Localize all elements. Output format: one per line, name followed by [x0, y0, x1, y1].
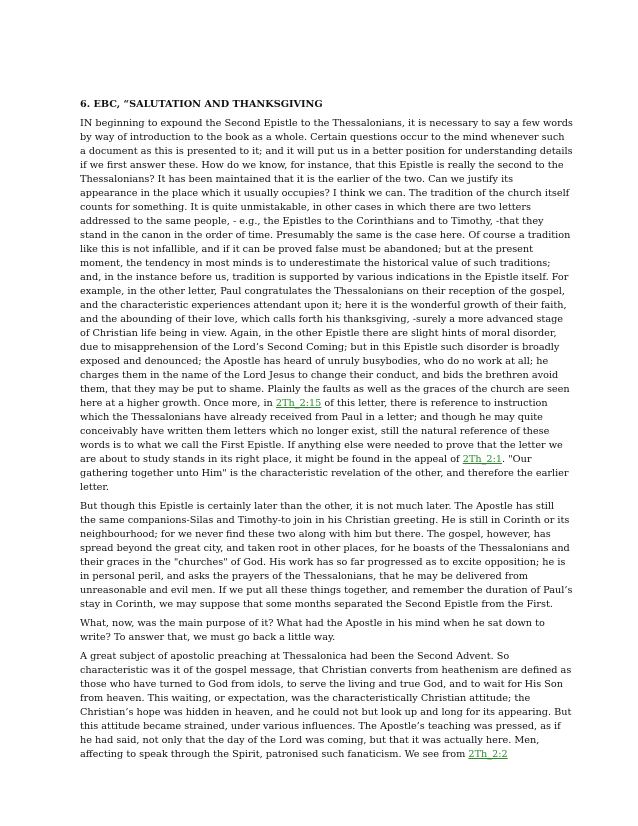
document-page	[80, 98, 573, 767]
body-paragraph	[80, 650, 573, 762]
scripture-reference-link[interactable]: 2Th_2:1	[462, 454, 503, 465]
paragraph-text: . "Our gathering together unto Him" is the characteristic revelation of the other, and therefore the earlier letter.	[80, 454, 569, 493]
scripture-reference-link[interactable]: 2Th_2:2	[468, 749, 508, 760]
paragraph-text: of this letter, there is reference to instruction which the Thessalonians have already received from Paul in a letter; and though he may quite conceivably have written them letters which no longer exist, still the natural reference of these words is to what we call the First Epistle. If anything else were needed to prove that the letter we are about to study stands in its right place, it might be found in the appeal of	[80, 398, 563, 465]
paragraph-text: But though this Epistle is certainly later than the other, it is not much later. The Apostle has still the same companions-Silas and Timothy-to join in his Christian greeting. He is still in Corinth or its neighbourhood; for we never find these two along with him but there. The gospel, however, has spread beyond the great city, and taken root in other places, for he boasts of the Thessalonians and their graces in the "churches" of God. His work has so far progressed as to excite opposition; he is in personal peril, and asks the prayers of the Thessalonians, that he may be delivered from unreasonable and evil men. If we put all these things together, and remember the duration of Paul’s stay in Corinth, we may suppose that some months separated the Second Epistle from the First.	[80, 501, 573, 610]
body-paragraph	[80, 117, 573, 495]
paragraph-text: IN beginning to expound the Second Epistle to the Thessalonians, it is necessary to say a few words by way of introduction to the book as a whole. Certain questions occur to the mind whenever such a document as this is presented to it; and it will put us in a better position for understanding details if we first answer these. How do we know, for instance, that this Epistle is really the second to the Thessalonians? It has been maintained that it is the earlier of the two. Can we justify its appearance in the place which it usually occupies? I think we can. The tradition of the church itself counts for something. It is quite unmistakable, in other cases in which there are two letters addressed to the same people, - e.g., the Epistles to the Corinthians and to Timothy, -that they stand in the canon in the order of time. Presumably the same is the case here. Of course a tradition like this is not infallible, and if it can be proved false must be abandoned; but at the present moment, the tendency in most minds is to underestimate the historical value of such traditions; and, in the instance before us, tradition is supported by various indications in the Epistle itself. For example, in the other letter, Paul congratulates the Thessalonians on their reception of the gospel, and the characteristic experiences attendant upon it; here it is the wonderful growth of their faith, and the abounding of their love, which calls forth his thanksgiving, -surely a more advanced stage of Christian life being in view. Again, in the other Epistle there are slight hints of moral disorder, due to misapprehension of the Lord’s Second Coming; but in this Epistle such disorder is broadly exposed and denounced; the Apostle has heard of unruly busybodies, who do no work at all; he charges them in the name of the Lord Jesus to change their conduct, and bids the brethren avoid them, that they may be put to shame. Plainly the faults as well as the graces of the church are seen here at a higher growth. Once more, in	[80, 118, 573, 409]
body-paragraph	[80, 617, 573, 645]
body-paragraph	[80, 500, 573, 612]
paragraph-text: A great subject of apostolic preaching at Thessalonica had been the Second Advent. So characteristic was it of the gospel message, that Christian converts from heathenism are defined as those who have turned to God from idols, to serve the living and true God, and to wait for His Son from heaven. This waiting, or expectation, was the characteristically Christian attitude; the Christian’s hope was hidden in heaven, and he could not but look up and long for its appearing. But this attitude became strained, under various influences. The Apostle’s teaching was pressed, as if he had said, not only that the day of the Lord was coming, but that it was actually here. Men, affecting to speak through the Spirit, patronised such fanaticism. We see from	[80, 651, 572, 760]
scripture-reference-link[interactable]: 2Th_2:15	[275, 398, 322, 409]
section-heading: 6. EBC, “SALUTATION AND THANKSGIVING	[80, 99, 323, 110]
paragraph-text: What, now, was the main purpose of it? What had the Apostle in his mind when he sat down to write? To answer that, we must go back a little way.	[80, 618, 545, 643]
document-body	[80, 117, 573, 762]
